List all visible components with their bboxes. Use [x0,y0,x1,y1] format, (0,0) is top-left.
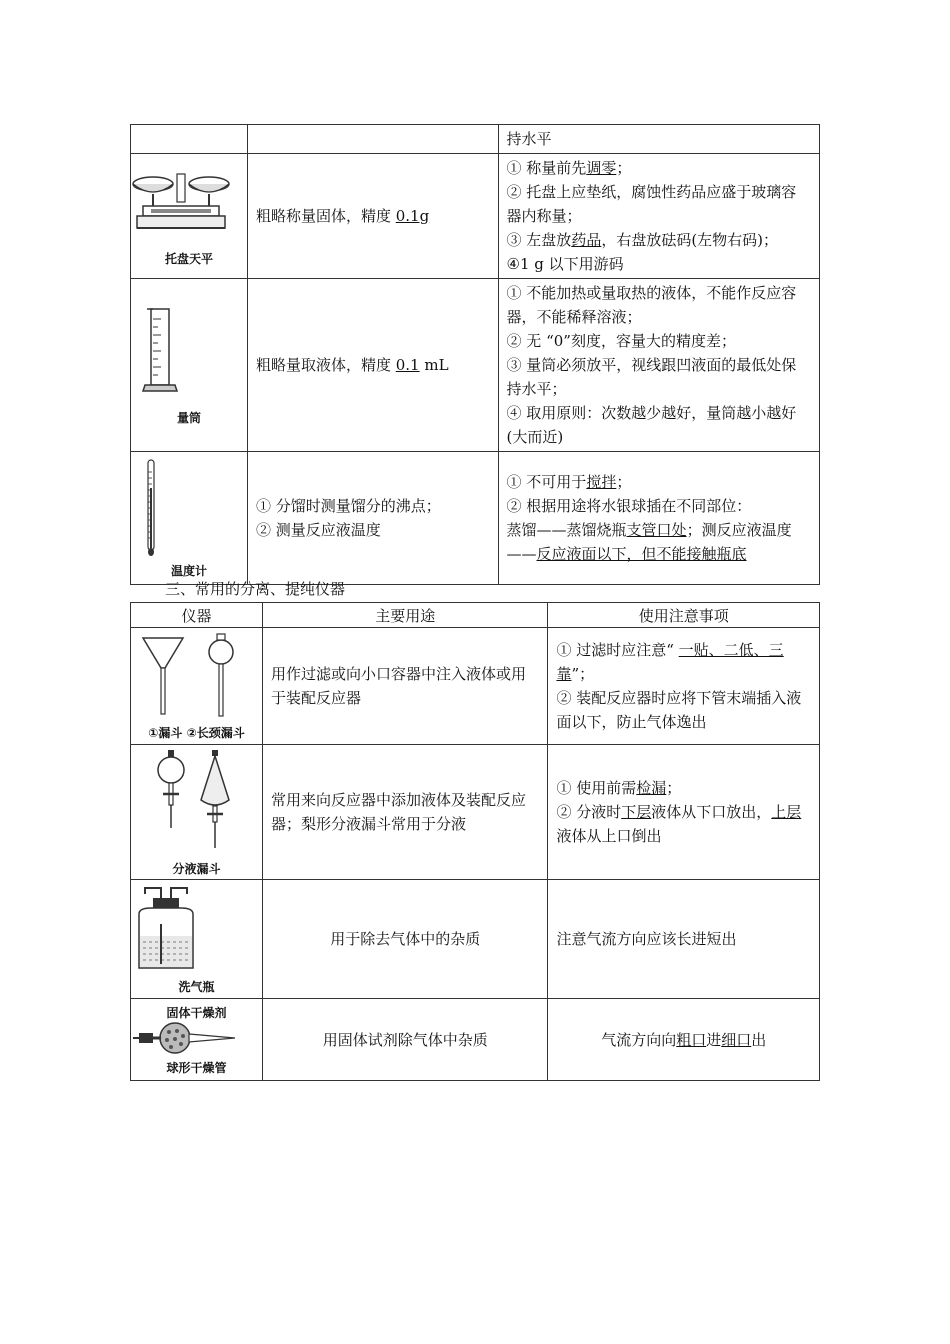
table-cell [247,125,498,154]
table-row [131,452,820,585]
note-line: ④ 取用原则：次数越少越好，量筒越小越好(大而近) [506,404,797,446]
table-cell [498,154,819,279]
use-unit: mL [419,356,449,374]
note-text: 持水平 [506,130,552,148]
instrument-table-separation [130,602,820,1081]
drying-tube-figure [131,999,263,1081]
table-cell [498,452,819,585]
thermometer-icon [131,458,171,558]
note-text: 注意气流方向应该长进短出 [548,880,820,999]
figure-caption: 量筒 [176,410,201,425]
figure-caption: 分液漏斗 [172,861,221,876]
note-line: ④1 g 以下用游码 [506,255,624,273]
table-row [131,628,820,745]
balance-figure [131,154,248,279]
note-line: 蒸馏——蒸馏烧瓶支管口处；测反应液温度——反应液面以下，但不能接触瓶底 [506,521,792,563]
table-cell [247,154,498,279]
use-text: 常用来向反应器中添加液体及装配反应器；梨形分液漏斗常用于分液 [262,745,547,880]
instrument-table-measuring [130,124,820,585]
use-text: 用作过滤或向小口容器中注入液体或用于装配反应器 [262,628,547,745]
use-line: ② 测量反应液温度 [255,521,381,539]
table-row [131,154,820,279]
table-cell: 气流方向向粗口进细口出 [548,999,820,1081]
note-line: ③ 左盘放药品，右盘放砝码(左物右码)； [506,231,779,249]
note-line: ③ 量筒必须放平，视线跟凹液面的最低处保持水平； [506,356,797,398]
use-value: 0.1 [395,356,420,374]
wash-bottle-icon [131,884,201,974]
table-cell [247,452,498,585]
figure-caption: 托盘天平 [164,251,213,266]
note-line: ② 装配反应器时应将下管末端插入液面以下，防止气体逸出 [556,689,802,731]
figure-caption: ①漏斗 ②长颈漏斗 [148,725,245,740]
figure-caption: 球形干燥管 [166,1060,227,1075]
column-header: 仪器 [131,603,263,628]
note-line: ② 无 “0”刻度，容量大的精度差； [506,332,736,350]
thermometer-figure [131,452,248,585]
figure-caption: 温度计 [170,563,207,578]
section-heading: 三、常用的分离、提纯仪器 [165,580,346,598]
drying-tube-icon [131,1021,241,1055]
figure-caption-top: 固体干燥剂 [166,1005,227,1020]
balance-icon [131,166,231,246]
note-line: ② 分液时下层液体从下口放出，上层液体从上口倒出 [556,803,802,845]
funnel-figure [131,628,263,745]
use-text: 用于除去气体中的杂质 [262,880,547,999]
separatory-funnel-icon [131,748,241,856]
separatory-funnel-figure [131,745,263,880]
table-cell [548,745,820,880]
table-cell [548,628,820,745]
funnel-icon [131,632,251,720]
table-cell [131,125,248,154]
note-line: ② 托盘上应垫纸，腐蚀性药品应盛于玻璃容器内称量； [506,183,797,225]
wash-bottle-figure [131,880,263,999]
note-line: ① 过滤时应注意“ 一贴、二低、三靠”； [556,641,784,683]
note-line: ① 使用前需检漏； [556,779,682,797]
table-cell [498,279,819,452]
cylinder-figure [131,279,248,452]
column-header: 使用注意事项 [548,603,820,628]
table-header-row [131,603,820,628]
graduated-cylinder-icon [131,305,191,405]
table-cell [498,125,819,154]
figure-caption: 洗气瓶 [178,979,215,994]
use-value: 0.1g [395,207,430,225]
note-line: ② 根据用途将水银球插在不同部位： [506,497,752,515]
use-text: 粗略量取液体，精度 [255,356,396,374]
table-cell [247,279,498,452]
table-row [131,999,820,1081]
note-line: ① 不能加热或量取热的液体，不能作反应容器，不能稀释溶液； [506,284,797,326]
table-row [131,279,820,452]
column-header: 主要用途 [262,603,547,628]
table-row [131,745,820,880]
note-line: ① 不可用于搅拌； [506,473,632,491]
use-text: 粗略称量固体，精度 [255,207,396,225]
use-text: 用固体试剂除气体中杂质 [262,999,547,1081]
note-line: ① 称量前先调零； [506,159,632,177]
use-line: ① 分馏时测量馏分的沸点； [255,497,441,515]
table-row [131,880,820,999]
